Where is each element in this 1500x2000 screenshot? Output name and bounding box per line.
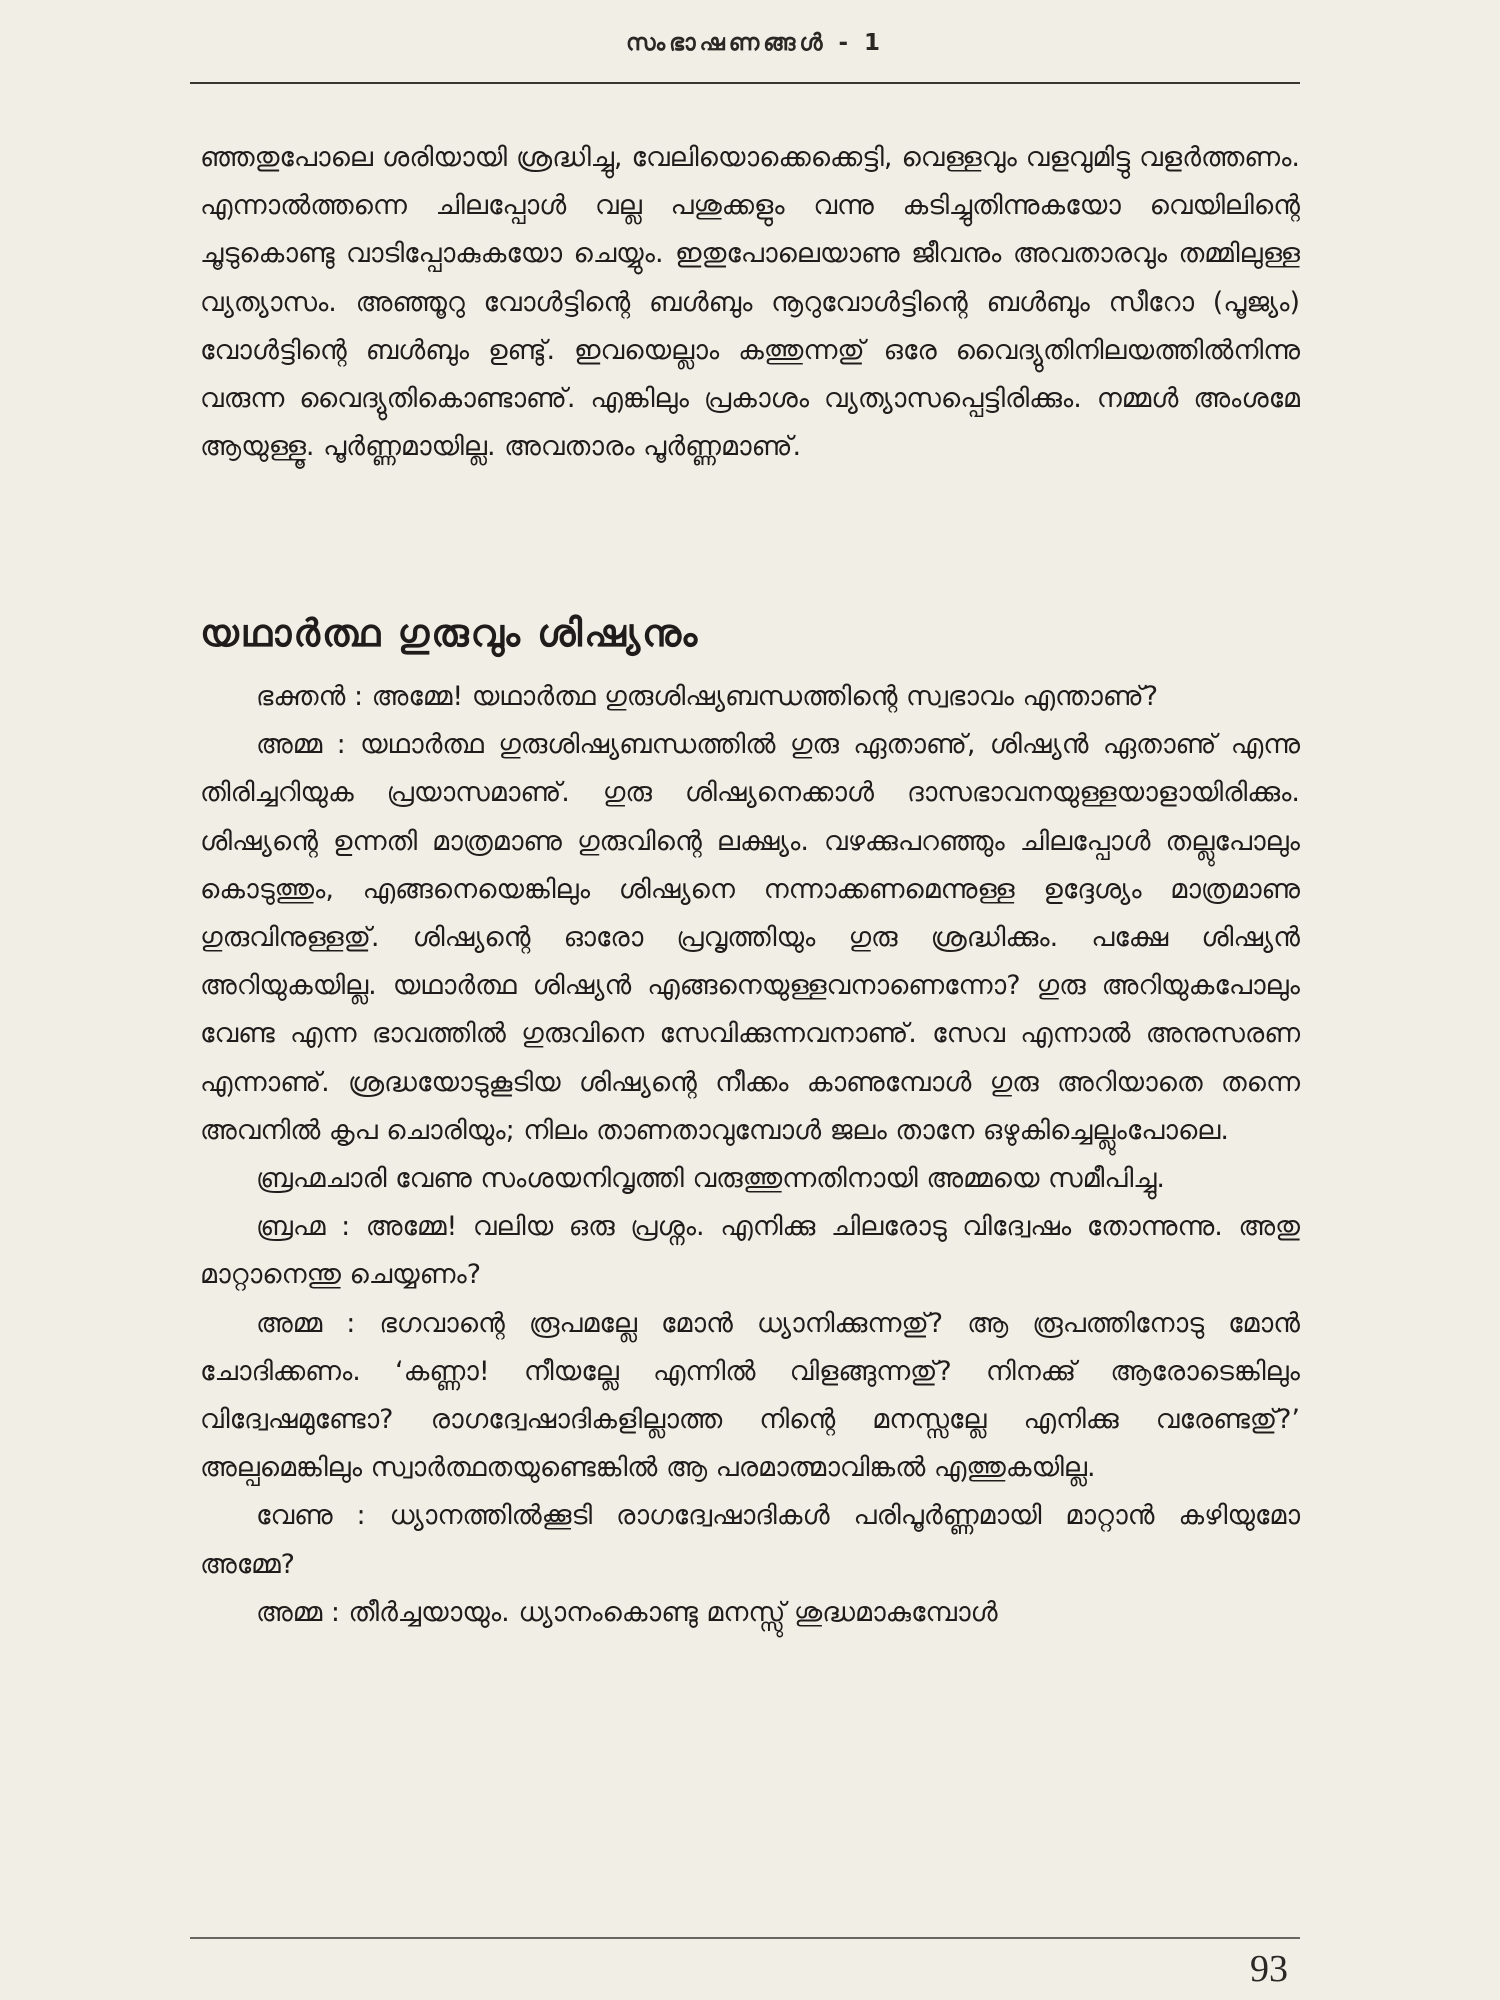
- paragraph-amma-answer: അമ്മ : യഥാർത്ഥ ഗുരുശിഷ്യബന്ധത്തിൽ ഗുരു ഏതാണു്, ശിഷ്യൻ ഏതാണു് എന്നു തിരിച്ചറിയുക പ്രയാസമാണു്. ഗുരു ശിഷ്യനെക്കാൾ ദാസഭാവനയുള്ളയാളായിരിക്കും. ശിഷ്യന്റെ ഉന്നതി മാത്രമാണു ഗുരുവിന്റെ ലക്ഷ്യം. വഴക്കുപറഞ്ഞും ചിലപ്പോൾ തല്ലുപോലും കൊടുത്തും, എങ്ങനെയെങ്കിലും ശിഷ്യനെ നന്നാക്കണമെന്നുള്ള ഉദ്ദേശ്യം മാത്രമാണു ഗുരുവിനുള്ളതു്. ശിഷ്യന്റെ ഓരോ പ്രവൃത്തിയും ഗുരു ശ്രദ്ധിക്കും. പക്ഷേ ശിഷ്യൻ അറിയുകയില്ല. യഥാർത്ഥ ശിഷ്യൻ എങ്ങനെയുള്ളവനാണെന്നോ? ഗുരു അറിയുകപോലും വേണ്ട എന്ന ഭാവത്തിൽ ഗുരുവിനെ സേവിക്കുന്നവനാണു്. സേവ എന്നാൽ അനുസരണ എന്നാണു്. ശ്രദ്ധയോടുകൂടിയ ശിഷ്യന്റെ നീക്കം കാണുമ്പോൾ ഗുരു അറിയാതെ തന്നെ അവനിൽ കൃപ ചൊരിയും; നിലം താണതാവുമ്പോൾ ജലം താനേ ഒഴുകിച്ചെല്ലുംപോലെ.: [200, 729, 1300, 1146]
- paragraph-brahma-question: ബ്രഹ്മ : അമ്മേ! വലിയ ഒരു പ്രശ്നം. എനിക്കു ചിലരോടു വിദ്വേഷം തോന്നുന്നു. അതു മാറ്റാനെന്തു ചെയ്യണം?: [200, 1211, 1300, 1291]
- paragraph-amma-final: അമ്മ : തീർച്ചയായും. ധ്യാനംകൊണ്ടു മനസ്സു് ശുദ്ധമാകുമ്പോൾ: [256, 1596, 998, 1628]
- intro-paragraph: ഞ്ഞതുപോലെ ശരിയായി ശ്രദ്ധിച്ചു, വേലിയൊക്കെക്കെട്ടി, വെള്ളവും വളവുമിട്ടു വളർത്തണം. എന്നാൽത്തന്നെ ചിലപ്പോൾ വല്ല പശുക്കളും വന്നു കടിച്ചുതിന്നുകയോ വെയിലിന്റെ ചൂടുകൊണ്ടു വാടിപ്പോകുകയോ ചെയ്യും. ഇതുപോലെയാണു ജീവനും അവതാരവും തമ്മിലുള്ള വ്യത്യാസം. അഞ്ഞൂറു വോൾട്ടിന്റെ ബൾബും നൂറുവോൾട്ടിന്റെ ബൾബും സീറോ (പൂജ്യം) വോൾട്ടിന്റെ ബൾബും ഉണ്ടു്. ഇവയെല്ലാം കത്തുന്നതു് ഒരേ വൈദ്യുതിനിലയത്തിൽനിന്നു വരുന്ന വൈദ്യുതികൊണ്ടാണു്. എങ്കിലും പ്രകാശം വ്യത്യാസപ്പെട്ടിരിക്കും. നമ്മൾ അംശമേ ആയുള്ളൂ. പൂർണ്ണമായില്ല. അവതാരം പൂർണ്ണമാണു്.: [200, 142, 1300, 463]
- paragraph-amma-reply: അമ്മ : ഭഗവാന്റെ രൂപമല്ലേ മോൻ ധ്യാനിക്കുന്നതു്? ആ രൂപത്തിനോടു മോൻ ചോദിക്കണം. ‘കണ്ണാ! നീയല്ലേ എന്നിൽ വിളങ്ങുന്നതു്? നിനക്കു് ആരോടെങ്കിലും വിദ്വേഷമുണ്ടോ? രാഗദ്വേഷാദികളില്ലാത്ത നിന്റെ മനസ്സല്ലേ എനിക്കു വരേണ്ടതു്?’ അല്പമെങ്കിലും സ്വാർത്ഥതയുണ്ടെങ്കിൽ ആ പരമാത്മാവിങ്കൽ എത്തുകയില്ല.: [200, 1307, 1300, 1484]
- intro-text: [200, 134, 1300, 471]
- paragraph-devotee-question: ഭക്തൻ : അമ്മേ! യഥാർത്ഥ ഗുരുശിഷ്യബന്ധത്തിന്റെ സ്വഭാവം എന്താണു്?: [256, 681, 1159, 712]
- footer-rule: [190, 1937, 1300, 1939]
- header-rule: [190, 82, 1300, 84]
- section-body: [200, 673, 1300, 1637]
- running-title: സംഭാഷണങ്ങൾ - 1: [625, 30, 885, 56]
- paragraph-narration: ബ്രഹ്മചാരി വേണു സംശയനിവൃത്തി വരുത്തുന്നതിനായി അമ്മയെ സമീപിച്ചു.: [256, 1163, 1166, 1195]
- page-number: 93: [1250, 1948, 1288, 1990]
- section-heading: യഥാർത്ഥ ഗുരുവും ശിഷ്യനും: [200, 611, 700, 655]
- paragraph-venu-question: വേണു : ധ്യാനത്തിൽക്കൂടി രാഗദ്വേഷാദികൾ പരിപൂർണ്ണമായി മാറ്റാൻ കഴിയുമോ അമ്മേ?: [200, 1500, 1300, 1580]
